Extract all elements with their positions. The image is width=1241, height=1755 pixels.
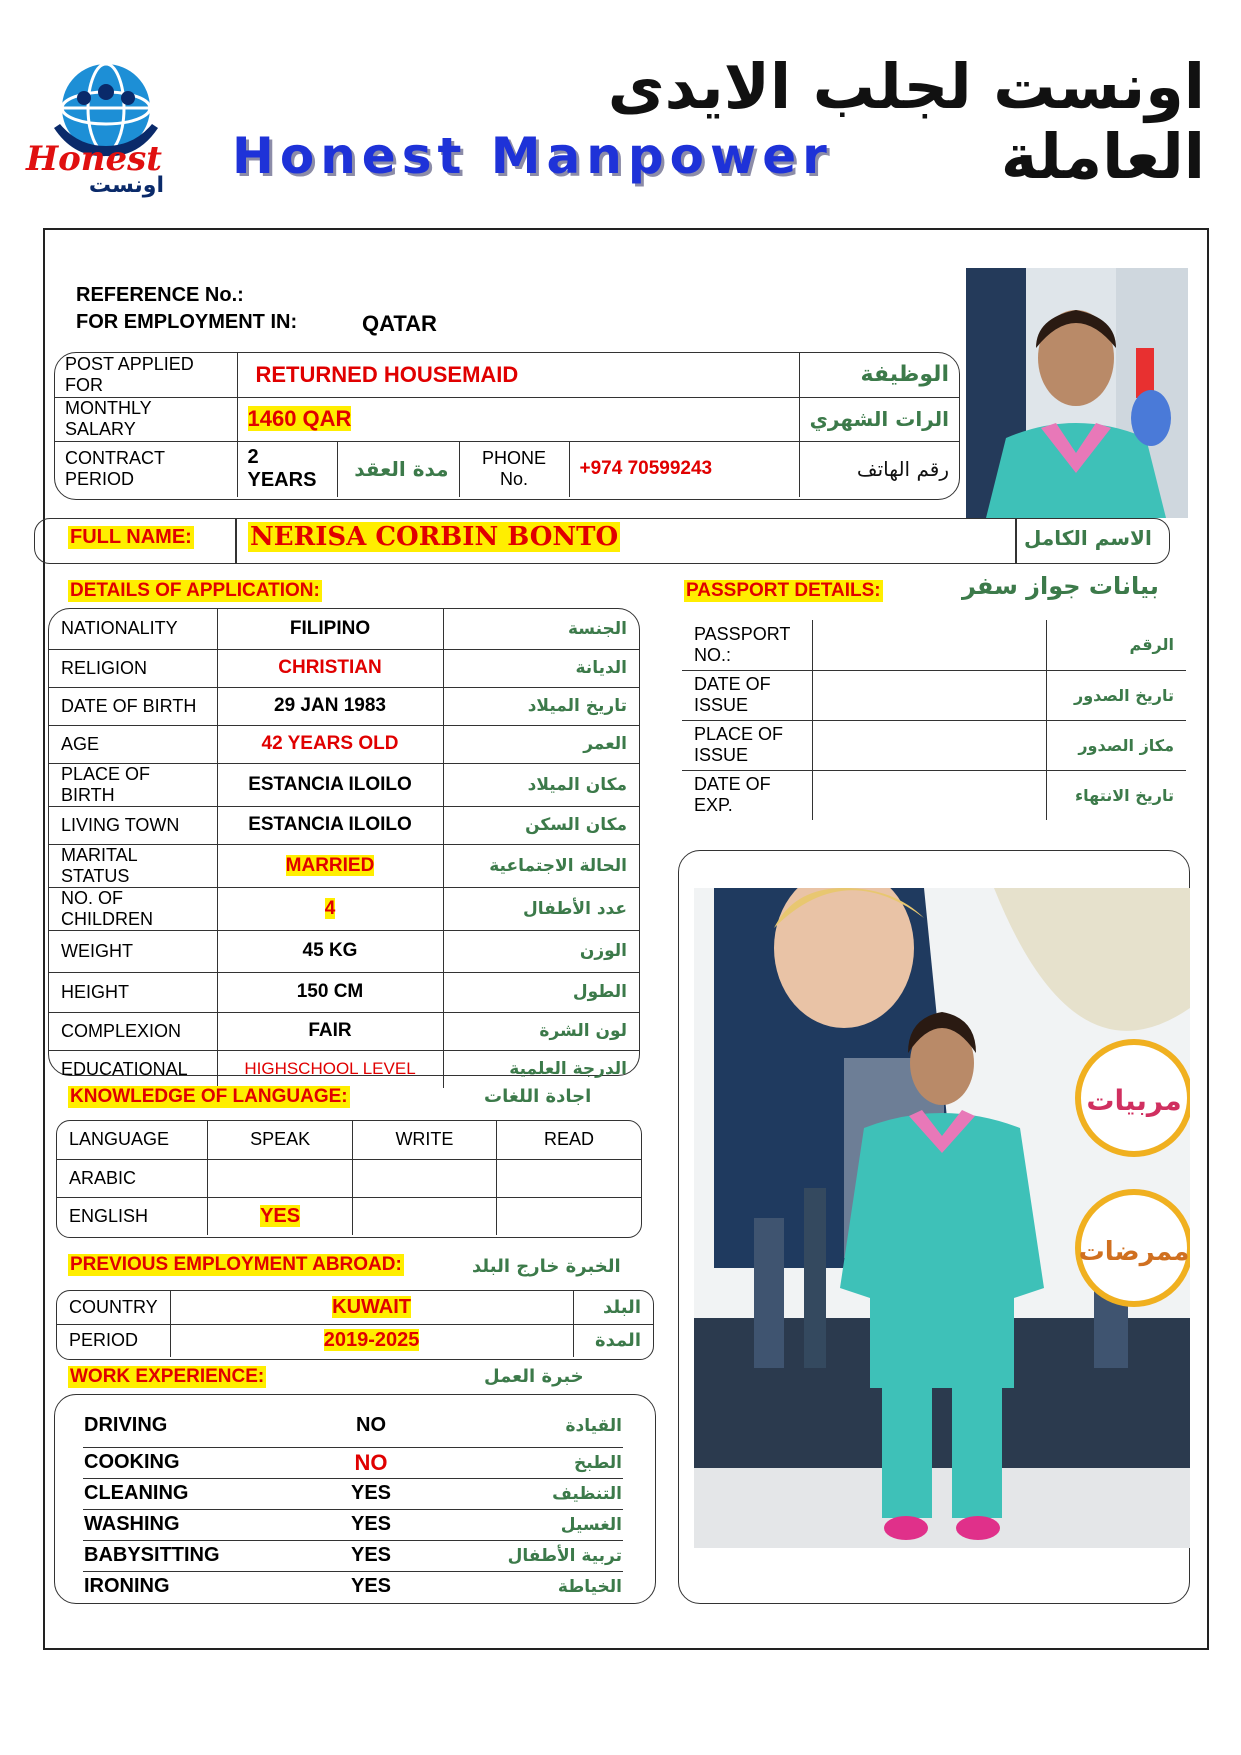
- detail-value: [217, 844, 443, 887]
- detail-value: 42 YEARS OLD: [217, 725, 443, 763]
- employment-country: QATAR: [362, 311, 437, 336]
- detail-value: 29 JAN 1983: [217, 687, 443, 725]
- work-ar: القيادة: [565, 1415, 622, 1436]
- work-row: [83, 1478, 623, 1509]
- previous-value-text: KUWAIT: [332, 1295, 412, 1318]
- work-title-ar: خبرة العمل: [484, 1366, 584, 1387]
- passport-row: [682, 670, 1186, 720]
- details-box: [48, 608, 640, 1080]
- contract-value: 2 YEARS: [237, 441, 337, 497]
- previous-table: [57, 1291, 653, 1357]
- previous-value-text: 2019-2025: [323, 1329, 420, 1352]
- passport-ar: تاريخ الصدور: [1046, 670, 1186, 720]
- language-title-ar: اجادة اللغات: [484, 1086, 592, 1107]
- detail-label: DATE OF BIRTH: [49, 687, 217, 725]
- language-table: [57, 1121, 641, 1235]
- work-ar: الغسيل: [560, 1514, 622, 1535]
- passport-label: DATE OF EXP.: [682, 770, 812, 820]
- detail-value: FAIR: [217, 1012, 443, 1050]
- previous-label: PERIOD: [57, 1324, 170, 1357]
- detail-label: MARITAL STATUS: [49, 844, 217, 887]
- contract-label: CONTRACT PERIOD: [55, 441, 237, 497]
- contract-ar: مدة العقد: [337, 441, 459, 497]
- work-box: [54, 1394, 656, 1604]
- passport-ar: الرقم: [1046, 620, 1186, 670]
- language-header: SPEAK: [208, 1121, 352, 1159]
- language-box: [56, 1120, 642, 1238]
- brand-title-ar: اونست لجلب الايدى العاملة: [607, 50, 1205, 193]
- work-row: [83, 1405, 623, 1447]
- photo-sign-1: مربيات: [1086, 1084, 1182, 1117]
- passport-title: PASSPORT DETAILS:: [686, 580, 881, 601]
- work-row: [83, 1447, 623, 1478]
- detail-ar: العمر: [443, 725, 639, 763]
- detail-ar: مكان السكن: [443, 806, 639, 844]
- work-row: [83, 1509, 623, 1540]
- passport-row: [682, 720, 1186, 770]
- work-label: COOKING: [84, 1451, 180, 1473]
- work-value: YES: [350, 1513, 392, 1535]
- details-row: [49, 1012, 639, 1050]
- work-value: YES: [350, 1575, 392, 1598]
- work-ar: الطبخ: [574, 1452, 622, 1473]
- work-table: [83, 1405, 623, 1602]
- passport-label: PASSPORT NO.:: [682, 620, 812, 670]
- detail-label: LIVING TOWN: [49, 806, 217, 844]
- work-label: WASHING: [84, 1513, 180, 1535]
- passport-title-ar: بيانات جواز سفر: [962, 572, 1159, 600]
- detail-label: NATIONALITY: [49, 609, 217, 649]
- employment-label: FOR EMPLOYMENT IN:: [76, 311, 298, 333]
- detail-ar: عدد الأطفال: [443, 887, 639, 930]
- detail-label: NO. OF CHILDREN: [49, 887, 217, 930]
- details-row: [49, 844, 639, 887]
- language-row: [57, 1197, 641, 1235]
- detail-ar: تاريخ الميلاد: [443, 687, 639, 725]
- details-row: [49, 687, 639, 725]
- passport-table: [682, 620, 1186, 820]
- details-row: [49, 609, 639, 649]
- details-row: [49, 930, 639, 972]
- work-row: [83, 1540, 623, 1571]
- applicant-photo-small: [966, 268, 1188, 518]
- language-write: [352, 1197, 496, 1235]
- previous-label: COUNTRY: [57, 1291, 170, 1324]
- detail-ar: الطول: [443, 972, 639, 1012]
- language-header: WRITE: [352, 1121, 496, 1159]
- work-label: IRONING: [84, 1575, 170, 1598]
- details-table: [49, 609, 639, 1088]
- reference-label: REFERENCE No.:: [76, 284, 244, 306]
- previous-ar: المدة: [594, 1330, 641, 1352]
- salary-label: MONTHLY SALARY: [55, 397, 237, 441]
- post-label: POST APPLIED FOR: [55, 353, 237, 397]
- detail-ar: لون الشرة: [443, 1012, 639, 1050]
- phone-label: PHONE No.: [459, 441, 569, 497]
- detail-ar: الديانة: [443, 649, 639, 687]
- detail-ar: مكان الميلاد: [443, 763, 639, 806]
- details-row: [49, 887, 639, 930]
- work-label: BABYSITTING: [84, 1544, 220, 1566]
- details-row: [49, 806, 639, 844]
- previous-row: [57, 1324, 653, 1357]
- details-row: [49, 649, 639, 687]
- work-label: CLEANING: [84, 1482, 189, 1504]
- work-ar: الخياطة: [557, 1576, 622, 1597]
- passport-label: PLACE OF ISSUE: [682, 720, 812, 770]
- top-info-box: [54, 352, 960, 500]
- language-header-row: [57, 1121, 641, 1159]
- detail-value: HIGHSCHOOL LEVEL: [217, 1050, 443, 1088]
- language-name: ARABIC: [57, 1159, 208, 1197]
- detail-value: ESTANCIA ILOILO: [217, 763, 443, 806]
- work-title: WORK EXPERIENCE:: [70, 1366, 265, 1387]
- details-row: [49, 725, 639, 763]
- detail-label: COMPLEXION: [49, 1012, 217, 1050]
- passport-value: [812, 620, 1046, 670]
- details-row: [49, 972, 639, 1012]
- passport-ar: تاريخ الانتهاء: [1074, 785, 1174, 805]
- detail-value: ESTANCIA ILOILO: [217, 806, 443, 844]
- phone-ar: رقم الهاتف: [856, 457, 949, 482]
- salary-ar: الرات الشهري: [799, 397, 959, 441]
- phone-value: +974 70599243: [569, 441, 799, 497]
- detail-value: 45 KG: [217, 930, 443, 972]
- passport-value: [812, 770, 1046, 820]
- language-speak: [208, 1159, 352, 1197]
- language-header: LANGUAGE: [57, 1121, 208, 1159]
- language-write: [352, 1159, 496, 1197]
- detail-ar: الحالة الاجتماعية: [443, 844, 639, 887]
- detail-ar: الدرجة العلمية: [509, 1059, 627, 1080]
- detail-value: CHRISTIAN: [217, 649, 443, 687]
- work-ar: التنظيف: [552, 1483, 622, 1504]
- logo-text-ar: اونست: [88, 173, 164, 198]
- previous-value: [170, 1291, 573, 1324]
- salary-value: 1460 QAR: [247, 406, 352, 431]
- detail-label: PLACE OF BIRTH: [49, 763, 217, 806]
- company-logo: [14, 58, 194, 198]
- work-label: DRIVING: [84, 1414, 168, 1437]
- previous-row: [57, 1291, 653, 1324]
- prev-title-ar: الخبرة خارج البلد: [472, 1256, 621, 1277]
- passport-value: [812, 720, 1046, 770]
- language-title: KNOWLEDGE OF LANGUAGE:: [70, 1086, 348, 1107]
- detail-value: FILIPINO: [217, 609, 443, 649]
- passport-label: DATE OF ISSUE: [682, 670, 812, 720]
- detail-ar: الجنسة: [443, 609, 639, 649]
- detail-label: RELIGION: [49, 649, 217, 687]
- work-ar: تربية الأطفال: [507, 1545, 622, 1566]
- passport-value: [812, 670, 1046, 720]
- language-name: ENGLISH: [57, 1197, 208, 1235]
- applicant-photo-large: [694, 888, 1190, 1548]
- passport-ar: مكاز الصدور: [1046, 720, 1186, 770]
- work-value: YES: [350, 1482, 392, 1504]
- language-speak: [208, 1197, 352, 1235]
- full-name-label: FULL NAME:: [70, 526, 192, 548]
- work-value: NO: [356, 1414, 386, 1437]
- details-row: [49, 763, 639, 806]
- previous-ar: البلد: [573, 1291, 653, 1324]
- work-value: YES: [350, 1544, 392, 1566]
- prev-title: PREVIOUS EMPLOYMENT ABROAD:: [70, 1254, 402, 1275]
- detail-value: [217, 887, 443, 930]
- language-speak-value: YES: [260, 1204, 301, 1227]
- work-row: [83, 1571, 623, 1602]
- detail-value-highlight: MARRIED: [285, 854, 375, 876]
- detail-label: AGE: [49, 725, 217, 763]
- language-read: [497, 1159, 641, 1197]
- logo-text: Honest: [26, 139, 162, 179]
- passport-row: [682, 770, 1186, 820]
- language-row: [57, 1159, 641, 1197]
- passport-row: [682, 620, 1186, 670]
- previous-value: [170, 1324, 573, 1357]
- language-read: [497, 1197, 641, 1235]
- detail-label: WEIGHT: [49, 930, 217, 972]
- work-value: NO: [354, 1449, 388, 1475]
- details-title: DETAILS OF APPLICATION:: [70, 580, 320, 601]
- detail-label: EDUCATIONAL: [49, 1050, 217, 1088]
- language-header: READ: [497, 1121, 641, 1159]
- post-ar: الوظيفة: [799, 353, 959, 397]
- detail-value-highlight: 4: [324, 897, 336, 919]
- full-name-ar: الاسم الكامل: [1024, 526, 1152, 550]
- detail-ar: الوزن: [443, 930, 639, 972]
- brand-title-en: Honest Manpower: [232, 127, 833, 185]
- detail-value: 150 CM: [217, 972, 443, 1012]
- details-row: [49, 1050, 639, 1088]
- full-name-value: NERISA CORBIN BONTO: [250, 522, 619, 552]
- detail-label: HEIGHT: [49, 972, 217, 1012]
- photo-sign-2: ممرضات: [1078, 1237, 1190, 1267]
- post-value: RETURNED HOUSEMAID: [237, 353, 799, 397]
- previous-box: [56, 1290, 654, 1360]
